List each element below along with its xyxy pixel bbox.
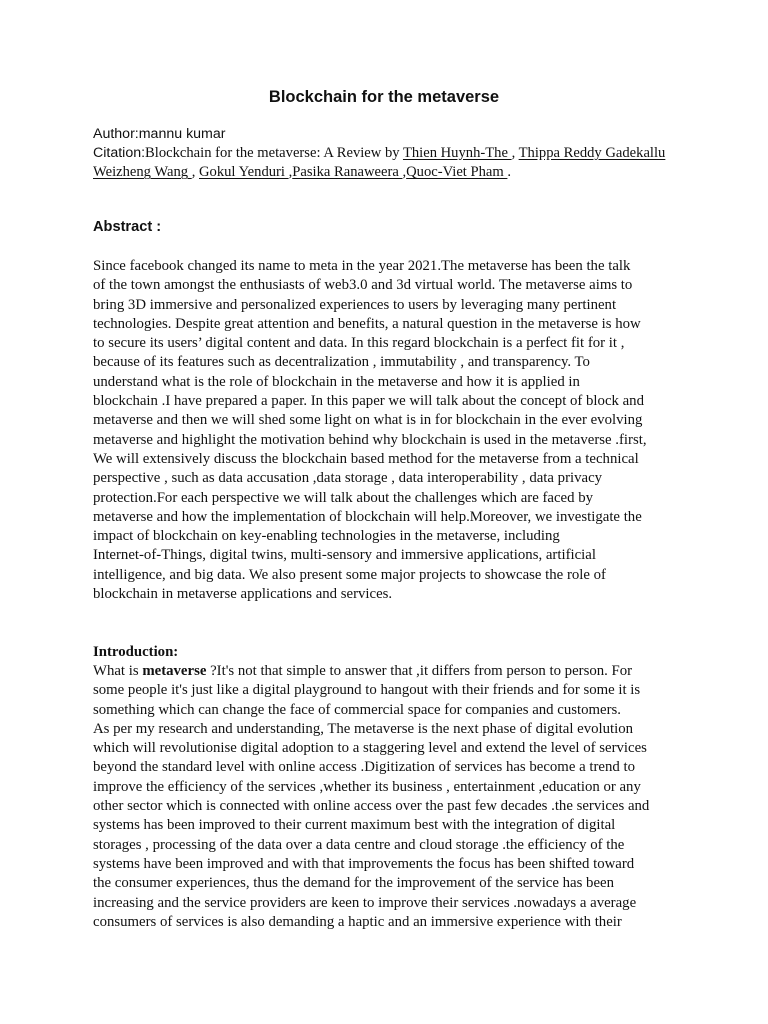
citation-separator: ,: [288, 164, 293, 181]
intro-first-line: [93, 662, 683, 681]
abstract-line: perspective , such as data accusation ,data storage , data interoperability , data privacy: [93, 470, 603, 487]
abstract-line: blockchain .I have prepared a paper. In this paper we will talk about the concept of block and: [93, 393, 644, 410]
abstract-line: impact of blockchain on key-enabling technologies in the metaverse, including: [93, 528, 560, 545]
citation-author-link[interactable]: Quoc-Viet Pham: [406, 164, 508, 181]
abstract-line: of the town amongst the enthusiasts of web3.0 and 3d virtual world. The metaverse aims to: [93, 277, 633, 294]
intro-line: consumers of services is also demanding a haptic and an immersive experience with their: [93, 913, 622, 930]
abstract-line: understand what is the role of blockchain in the metaverse and how it is applied in: [93, 373, 580, 390]
intro-line: the consumer experiences, thus the demand for the improvement of the service has been: [93, 875, 614, 892]
citation-separator: ,: [511, 145, 519, 161]
abstract-line: to secure its users’ digital content and data. In this regard blockchain is a perfect fit for it ,: [93, 335, 625, 352]
abstract-line: technologies. Despite great attention and benefits, a natural question in the metaverse is how: [93, 315, 641, 332]
citation-separator: .: [507, 164, 512, 181]
citation-author-link[interactable]: Weizheng Wang: [93, 164, 192, 181]
abstract-line: metaverse and how the implementation of blockchain will help.Moreover, we investigate the: [93, 508, 642, 525]
abstract-line: protection.For each perspective we will talk about the challenges which are faced by: [93, 489, 594, 506]
intro-line: some people it's just like a digital playground to hangout with their friends and for some it is: [93, 682, 641, 699]
intro-line: As per my research and understanding, The metaverse is the next phase of digital evolution: [93, 720, 634, 737]
abstract-line: metaverse and highlight the motivation behind why blockchain is used in the metaverse .first,: [93, 431, 647, 448]
citation: [93, 144, 693, 183]
intro-line: something which can change the face of commercial space for companies and customers.: [93, 701, 621, 718]
intro-lead-text: What is: [93, 663, 143, 679]
intro-line: improve the efficiency of the services ,whether its business , entertainment ,education or any: [93, 778, 641, 795]
citation-author-link[interactable]: Thippa Reddy Gadekallu: [518, 145, 666, 161]
author-line: Author:mannu kumar: [93, 126, 226, 142]
abstract-line: intelligence, and big data. We also present some major projects to showcase the role of: [93, 566, 606, 583]
citation-author-link[interactable]: Thien Huynh-The: [402, 145, 512, 161]
citation-text: Blockchain for the metaverse: A Review by: [145, 145, 403, 161]
abstract-line: because of its features such as decentralization , immutability , and transparency. To: [93, 354, 590, 371]
citation-author-link[interactable]: Gokul Yenduri: [199, 164, 289, 181]
abstract-line: metaverse and then we will shed some light on what is in for blockchain in the ever evolving: [93, 412, 643, 429]
intro-line: systems has been improved to their current maximum best with the integration of digital: [93, 817, 616, 834]
intro-bold-term: metaverse: [142, 663, 207, 679]
abstract-line: Internet-of-Things, digital twins, multi-sensory and immersive applications, artificial: [93, 547, 596, 564]
abstract-line: We will extensively discuss the blockchain based method for the metaverse from a technical: [93, 450, 639, 467]
intro-line: increasing and the service providers are keen to improve their services .nowadays a average: [93, 894, 637, 911]
citation-separator: ,: [191, 164, 199, 181]
abstract-line: Since facebook changed its name to meta in the year 2021.The metaverse has been the talk: [93, 258, 631, 274]
abstract-line: bring 3D immersive and personalized experiences to users by leveraging many pertinent: [93, 296, 617, 313]
citation-author-link[interactable]: Pasika Ranaweera: [292, 164, 403, 181]
introduction-body: [93, 662, 683, 932]
intro-line: which will revolutionise digital adoption to a staggering level and extend the level of services: [93, 740, 647, 757]
document-title: Blockchain for the metaverse: [268, 88, 500, 106]
intro-line: storages , processing of the data over a data centre and cloud storage .the efficiency of the: [93, 836, 625, 853]
intro-lead-rest: ?It's not that simple to answer that ,it differs from person to person. For: [206, 663, 633, 679]
intro-line: beyond the standard level with online access .Digitization of services has become a trend to: [93, 759, 635, 776]
abstract-line: blockchain in metaverse applications and services.: [93, 586, 393, 603]
citation-separator: ,: [402, 164, 407, 181]
introduction-heading: Introduction:: [93, 644, 179, 660]
intro-line: systems have been improved and with that improvements the focus has been shifted toward: [93, 855, 635, 872]
abstract-heading: Abstract :: [93, 219, 162, 235]
citation-prefix: Citation:: [93, 145, 146, 161]
abstract-body: [93, 257, 683, 604]
intro-line: other sector which is connected with online access over the past few decades .the services and: [93, 798, 650, 815]
